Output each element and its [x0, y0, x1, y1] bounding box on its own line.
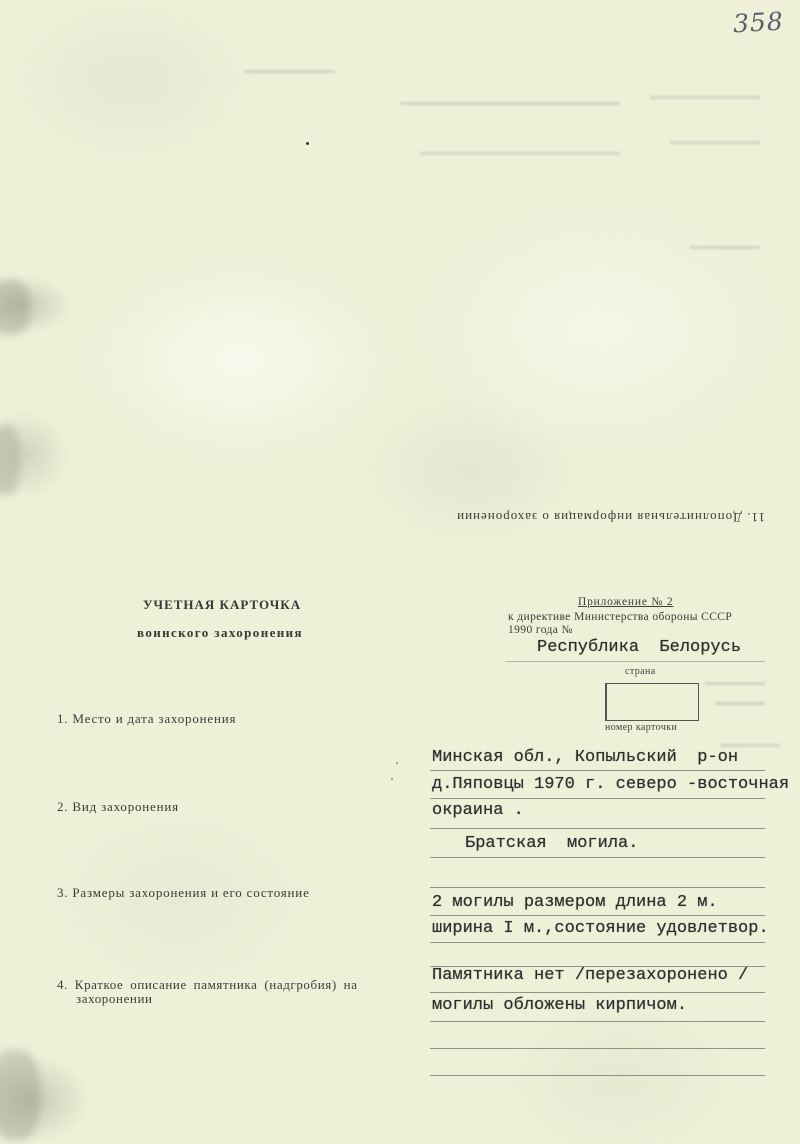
card-title: УЧЕТНАЯ КАРТОЧКА — [143, 597, 302, 612]
burial-size-line-1: 2 могилы размером длина 2 м. — [432, 893, 718, 912]
bleed-through-mark — [720, 744, 780, 747]
blank-line — [430, 915, 765, 916]
field-label-monument-description: 4. Краткое описание памятника (надгробия) на — [57, 977, 358, 992]
monument-line-2: могилы обложены кирпичом. — [432, 996, 688, 1015]
blank-line — [430, 770, 765, 771]
appendix-year-line: 1990 года № — [508, 624, 573, 636]
blank-line — [430, 798, 765, 799]
bleed-through-mark — [705, 682, 765, 685]
country-value: Республика Белорусь — [537, 638, 742, 657]
burial-size-line-2: ширина I м.,состояние удовлетвор. — [432, 919, 769, 938]
blank-line — [430, 1021, 765, 1022]
appendix-label: Приложение № 2 — [578, 596, 674, 608]
bleed-through-mark — [650, 96, 760, 99]
paper-stain — [0, 280, 30, 335]
bleed-through-mark — [400, 102, 620, 105]
burial-place-line-2: д.Пяповцы 1970 г. северо -восточная — [432, 775, 790, 794]
blank-line — [430, 992, 765, 993]
bleed-through-mark — [715, 702, 765, 705]
blank-line — [430, 1048, 765, 1049]
reverse-section-heading: 11. Дополнительная информация о захоронении — [456, 510, 765, 525]
burial-place-line-3: окраина . — [432, 801, 524, 820]
field-label-burial-size-condition: 3. Размеры захоронения и его состояние — [57, 885, 310, 900]
card-number-box — [605, 683, 699, 721]
bleed-through-mark — [245, 70, 335, 73]
bleed-through-mark — [690, 246, 760, 249]
ink-speck — [396, 762, 398, 764]
field-label-burial-place-date: 1. Место и дата захоронения — [57, 711, 237, 726]
paper-stain — [0, 1050, 40, 1140]
card-number-caption: номер карточки — [605, 722, 678, 733]
burial-type-value: Братская могила. — [465, 834, 639, 853]
field-label-monument-description-cont: захоронении — [76, 991, 153, 1006]
blank-line — [430, 887, 765, 888]
blank-line — [430, 942, 765, 943]
blank-line — [430, 828, 765, 829]
appendix-directive: к директиве Министерства обороны СССР — [508, 611, 733, 623]
card-subtitle: воинского захоронения — [137, 625, 303, 640]
ink-speck — [306, 142, 309, 145]
blank-line — [430, 1075, 765, 1076]
country-caption: страна — [625, 666, 656, 677]
blank-line — [430, 857, 765, 858]
handwritten-page-number: 358 — [732, 6, 785, 39]
paper-stain — [0, 425, 20, 495]
ink-speck — [391, 778, 393, 780]
monument-line-1: Памятника нет /перезахоронено / — [432, 966, 749, 985]
burial-place-line-1: Минская обл., Копыльский р-он — [432, 748, 739, 767]
field-label-burial-type: 2. Вид захоронения — [57, 799, 179, 814]
country-underline — [505, 661, 765, 662]
bleed-through-mark — [670, 141, 760, 144]
bleed-through-mark — [420, 152, 620, 155]
